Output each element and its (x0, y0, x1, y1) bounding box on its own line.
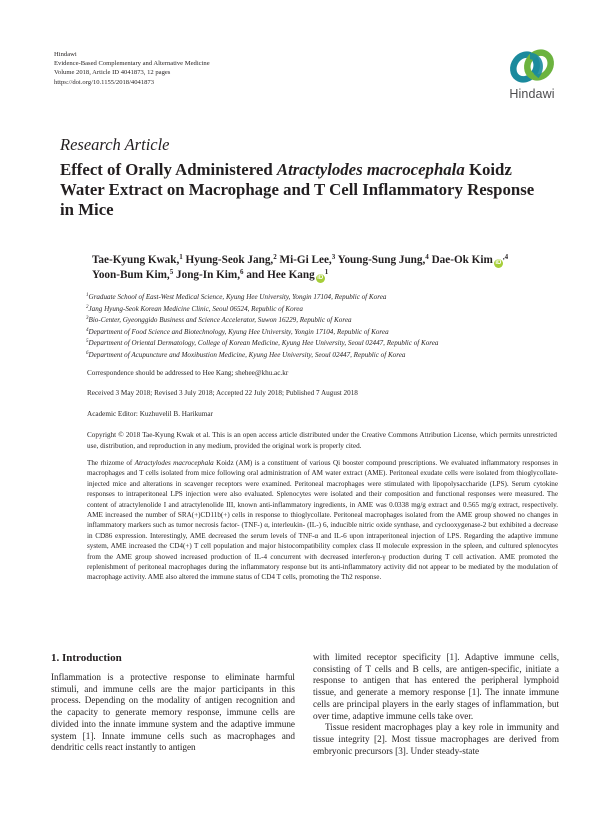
affiliation-list (86, 292, 438, 362)
affiliation: $^3$Bio-Center, Gyeonggido Business and Science Accelerator, Suwon 16229, Republic of Korea (86, 316, 352, 325)
volume-info: Volume 2018, Article ID 4041873, 12 pages (54, 69, 171, 77)
title-species: Atractylodes macrocephala (276, 160, 465, 179)
correspondence: Correspondence should be addressed to Hee Kang; shehee@khu.ac.kr (87, 369, 289, 377)
publisher-name: Hindawi (54, 51, 77, 58)
affiliation: $^5$Department of Oriental Dermatology, College of Korean Medicine, Kyung Hee University, Seoul 02447, Republic of Korea (86, 339, 439, 348)
intro-left-column: Inflammation is a protective response to eliminate harmful stimuli, and immune cells are the major participants in this process. Depending on the modality of antigen recognition and the capacity to generate memory response, immune cells are divided into the innate immune system and the adaptive immune system [1]. Innate immune cells such as macrophages and dendritic cells react instantly to antigen (51, 672, 295, 753)
affiliation: $^6$Department of Acupuncture and Moxibustion Medicine, Kyung Hee University, Seoul 02447, Republic of Korea (86, 350, 406, 359)
orcid-icon[interactable]: iD (317, 275, 324, 281)
author[interactable]: Jong-In Kim,$^6$ (176, 268, 244, 281)
hindawi-logo[interactable] (502, 46, 562, 108)
author[interactable]: Hyung-Seok Jang,$^2$ (185, 253, 277, 266)
journal-info (54, 50, 210, 87)
journal-name: Evidence-Based Complementary and Alternative Medicine (54, 60, 210, 68)
title-part-2: Koidz Water Extract on Macrophage and T Cell Inflammatory Response in Mice (60, 160, 535, 219)
intro-right-column (313, 652, 559, 757)
affiliation: $^4$Department of Food Science and Biotechnology, Kyung Hee University, Yongin 17104, Republic of Korea (86, 327, 389, 336)
paragraph: Tissue resident macrophages play a key role in immunity and tissue integrity [2]. Most tissue macrophages are derived from embryonic precursors [3]. Under steady-state (313, 722, 559, 756)
article-title (60, 160, 540, 220)
affiliation: $^1$Graduate School of East-West Medical Science, Kyung Hee University, Yongin 17104, Republic of Korea (86, 293, 387, 301)
author[interactable]: Young-Sung Jung,$^4$ (337, 253, 429, 266)
affiliation: $^2$Jang Hyung-Seok Korean Medicine Clinic, Seoul 06524, Republic of Korea (86, 304, 303, 313)
copyright-notice: Copyright © 2018 Tae-Kyung Kwak et al. This is an open access article distributed under the Creative Commons Attribution License, which permits unrestricted use, distribution, and reproduction in any medium, provided the original work is properly cited. (87, 431, 557, 450)
academic-editor: Academic Editor: Kuzhuvelil B. Harikumar (87, 410, 213, 418)
author[interactable]: Dae-Ok Kim $iD^{,4}$ (431, 253, 509, 266)
doi-link[interactable]: https://doi.org/10.1155/2018/4041873 (54, 78, 155, 86)
paragraph: with limited receptor specificity [1]. Adaptive immune cells, consisting of T cells and B cells, are antigen-specific, initiate a response to antigen that has entered the peripheral lymphoid tissue, and generate a memory response [1]. The innate immune cells are principal players in the early stages of inflammation, but over time, adaptive immune cells take over. (313, 652, 559, 721)
section-heading: 1. Introduction (51, 652, 122, 664)
author[interactable]: Tae-Kyung Kwak,$^1$ (92, 253, 183, 266)
abstract: The rhizome of Atractylodes macrocephala Koidz (AM) is a constituent of various Qi booster compound prescriptions. We evaluated inflammatory responses in macrophages and T cells isolated from mice following oral administration of AM water extract (AME). Peritoneal exudate cells were isolated from thioglycollate-injected mice and alterations in scavenger receptors were examined. Peritoneal macrophages were stimulated with lipopolysaccharide (LPS). Serum cytokine responses to intraperitoneal LPS injection were also evaluated. Splenocytes were isolated and their composition and functional responses were measured. The content of atractylenolide I and atractylenolide III, known anti-inflammatory ingredients, in AME was 0.0338 mg/g extract and 0.565 mg/g extract, respectively. AME increased the number of SRA(+)CD11b(+) cells in response to thioglycollate. Peritoneal macrophages isolated from the AME group showed no changes in inflammatory markers such as tumor necrosis factor- (TNF-) α, interleukin- (IL-) 6, inducible nitric oxide synthase, and cyclooxygenase-2 but exhibited a decrease in CD86 expression. Interestingly, AME decreased the serum levels of TNF-α and IL-6 upon intraperitoneal injection of LPS. Regarding the adaptive immune system, AME increased the CD4(+) T cell population and major histocompatibility complex class II molecule expression in the spleen, and cultured splenocytes from the AME group showed increased production of IL-4 concurrent with decreased interferon-γ production during T cell activation. AME promoted the replenishment of peritoneal macrophages during the inflammatory response but its anti-inflammatory activity did not appear to be mediated by the modulation of macrophage activity. AME also altered the immune status of CD4 T cells, promoting the Th2 response. (87, 459, 558, 582)
author[interactable]: Yoon-Bum Kim,$^5$ (92, 268, 174, 281)
logo-wordmark: Hindawi (509, 87, 555, 101)
title-part-1: Effect of Orally Administered (60, 160, 277, 179)
article-type: Research Article (60, 135, 170, 154)
publication-dates: Received 3 May 2018; Revised 3 July 2018; Accepted 22 July 2018; Published 7 August 2018 (87, 389, 358, 397)
author[interactable]: and Hee Kang $iD^1$ (246, 268, 329, 281)
abstract-species: Atractylodes macrocephala (134, 459, 214, 467)
orcid-icon[interactable]: iD (495, 260, 502, 266)
hindawi-rings-icon (509, 46, 555, 86)
author-list (92, 253, 562, 283)
author[interactable]: Mi-Gi Lee,$^3$ (279, 253, 336, 266)
